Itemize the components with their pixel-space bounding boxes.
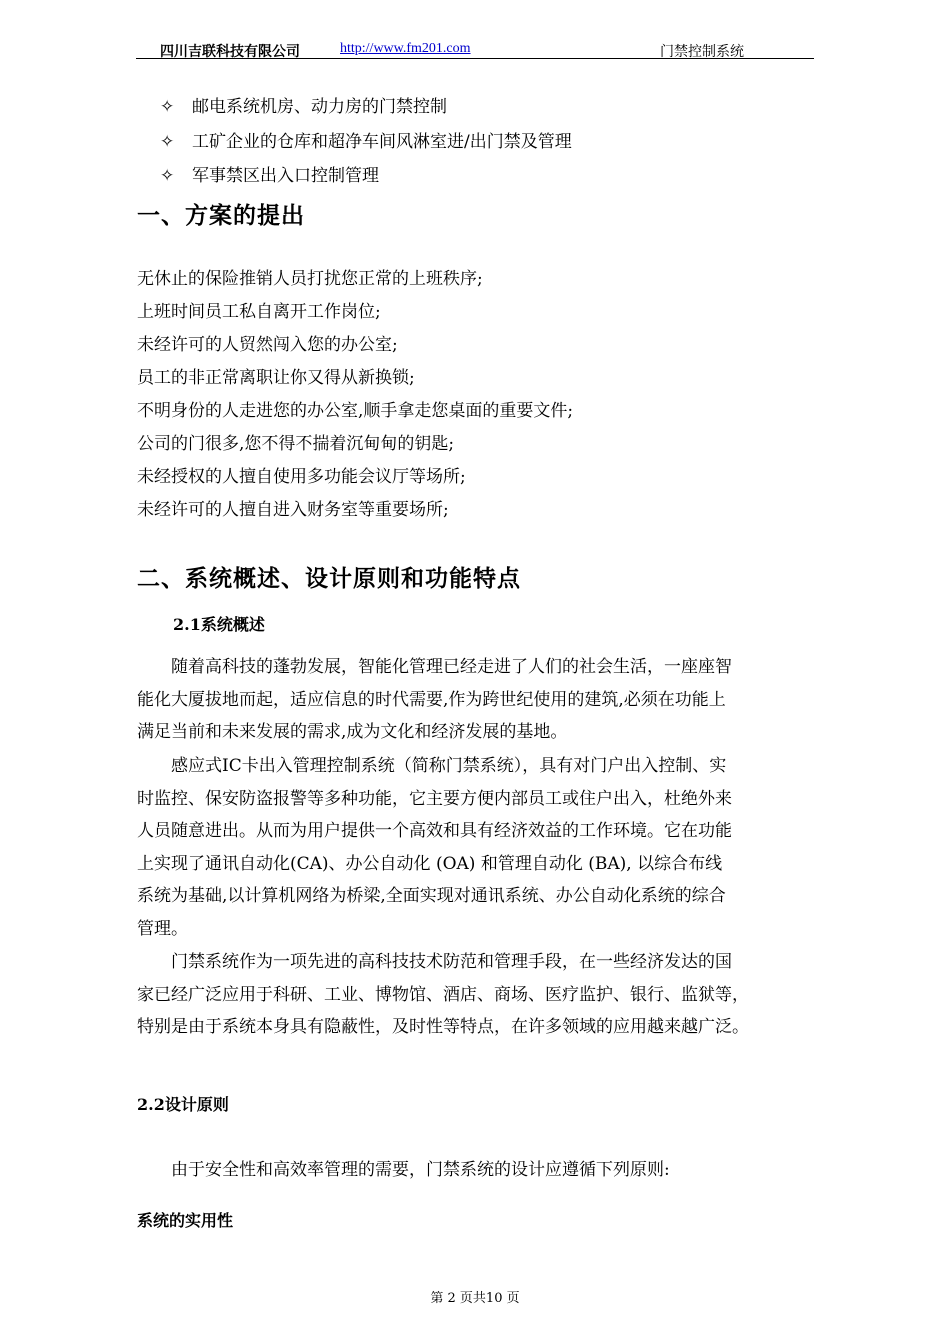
section1-line: 未经许可的人贸然闯入您的办公室;	[137, 335, 398, 355]
paragraph-line: 门禁系统作为一项先进的高科技技术防范和管理手段，在一些经济发达的国	[171, 952, 732, 972]
paragraph-line: 人员随意进出。从而为用户提供一个高效和具有经济效益的工作环境。它在功能	[137, 821, 732, 841]
diamond-bullet-icon: ✧	[160, 97, 175, 117]
subsection-2-2-heading: 2.2设计原则	[137, 1095, 229, 1114]
section1-line: 不明身份的人走进您的办公室,顺手拿走您桌面的重要文件;	[137, 401, 574, 421]
paragraph-line: 特别是由于系统本身具有隐蔽性，及时性等特点，在许多领域的应用越来越广泛。	[137, 1017, 749, 1037]
header-url-link[interactable]: http://www.fm201.com	[340, 41, 471, 56]
paragraph-line: 时监控、保安防盗报警等多种功能，它主要方便内部员工或住户出入，杜绝外来	[137, 789, 732, 809]
subsection-2-1-heading: 2.1系统概述	[173, 615, 265, 634]
paragraph-line: 由于安全性和高效率管理的需要，门禁系统的设计应遵循下列原则:	[171, 1160, 670, 1180]
section1-line: 上班时间员工私自离开工作岗位;	[137, 302, 381, 322]
section1-line: 未经授权的人擅自使用多功能会议厅等场所;	[137, 467, 466, 487]
paragraph-line: 感应式IC卡出入管理控制系统（简称门禁系统），具有对门户出入控制、实	[171, 756, 727, 776]
header-doc-title: 门禁控制系统	[660, 44, 744, 60]
paragraph-line: 家已经广泛应用于科研、工业、博物馆、酒店、商场、医疗监护、银行、监狱等，	[137, 985, 749, 1005]
bullet-item	[160, 161, 379, 186]
paragraph-line: 系统为基础,以计算机网络为桥梁,全面实现对通讯系统、办公自动化系统的综合	[137, 886, 726, 906]
paragraph-line: 管理。	[137, 919, 188, 939]
header-rule	[136, 58, 814, 59]
paragraph-line: 上实现了通讯自动化(CA)、办公自动化 (OA) 和管理自动化 (BA), 以综合布线	[137, 854, 723, 874]
principle-heading: 系统的实用性	[137, 1211, 234, 1230]
section1-heading: 一、方案的提出	[137, 202, 305, 229]
bullet-text: 军事禁区出入口控制管理	[192, 166, 379, 186]
paragraph-line: 随着高科技的蓬勃发展，智能化管理已经走进了人们的社会生活，一座座智	[171, 657, 732, 677]
section1-line: 无休止的保险推销人员打扰您正常的上班秩序;	[137, 269, 483, 289]
bullet-text: 邮电系统机房、动力房的门禁控制	[192, 97, 447, 117]
section2-heading: 二、系统概述、设计原则和功能特点	[137, 565, 521, 592]
page-number-footer: 第 2 页共10 页	[430, 1291, 520, 1306]
diamond-bullet-icon: ✧	[160, 132, 175, 152]
paragraph-line: 能化大厦拔地而起，适应信息的时代需要,作为跨世纪使用的建筑,必须在功能上	[137, 690, 726, 710]
section1-line: 公司的门很多,您不得不揣着沉甸甸的钥匙;	[137, 434, 455, 454]
section1-line: 未经许可的人擅自进入财务室等重要场所;	[137, 500, 449, 520]
diamond-bullet-icon: ✧	[160, 166, 175, 186]
paragraph-line: 满足当前和未来发展的需求,成为文化和经济发展的基地。	[137, 722, 568, 742]
bullet-text: 工矿企业的仓库和超净车间风淋室进/出门禁及管理	[192, 132, 572, 152]
header-company: 四川吉联科技有限公司	[160, 44, 300, 60]
bullet-item	[160, 92, 447, 117]
section1-line: 员工的非正常离职让你又得从新换锁;	[137, 368, 415, 388]
bullet-item	[160, 127, 572, 152]
